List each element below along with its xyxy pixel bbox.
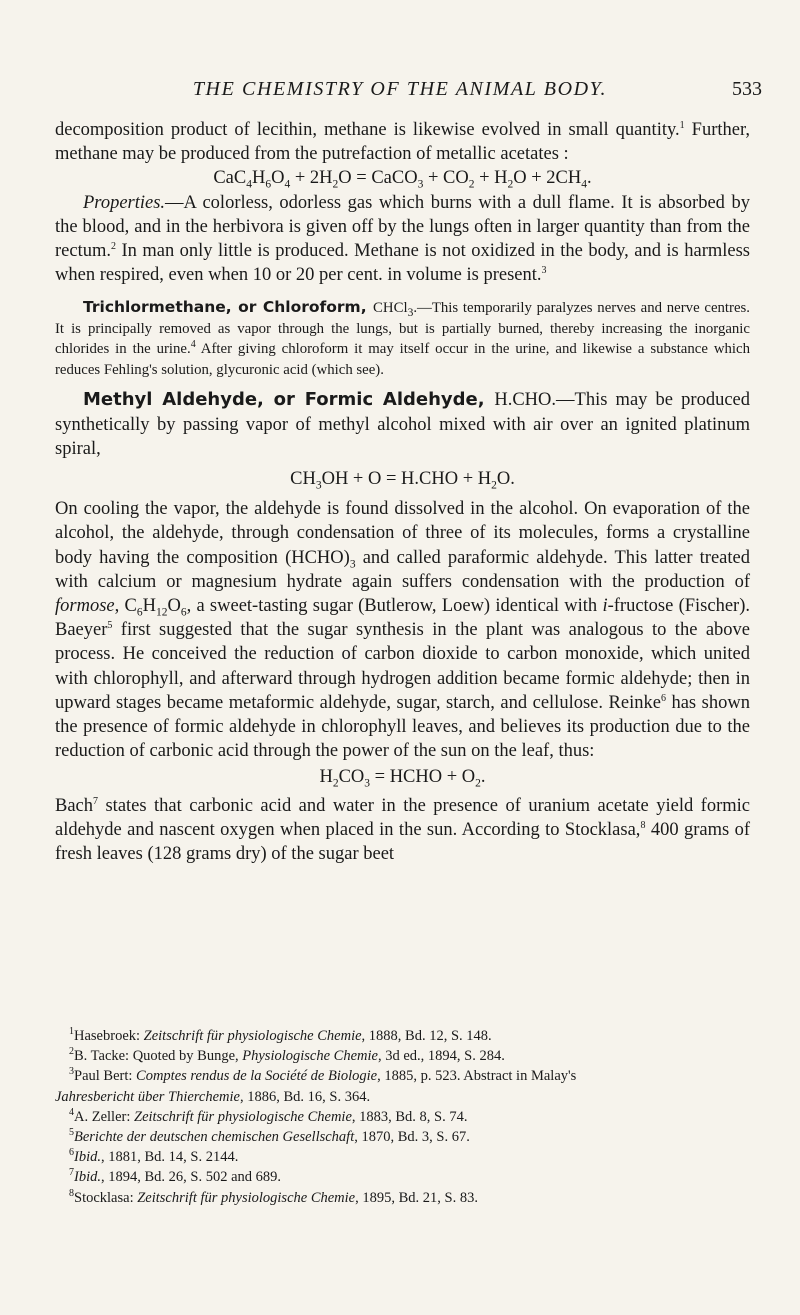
paragraph-bach: Bach$^7$ states that carbonic acid and water in the presence of uranium acetate yield formic aldehyde and nascent oxygen when placed in the sun. According to Stocklasa,$^8$ 400 grams of fresh leaves (128 grams dry) of the sugar beet — [55, 795, 751, 865]
footnote-3: $^3$Paul Bert: Comptes rendus de la Société de Biologie, 1885, p. 523. Abstract in Malay's — [69, 1066, 577, 1085]
paragraph-methyl-aldehyde: Methyl Aldehyde, or Formic Aldehyde, H.CHO.—This may be produced synthetically by passing vapor of methyl alcohol mixed with air over an ignited platinum spiral, — [55, 389, 750, 459]
footnote-5: $^5$Berichte der deutschen chemischen Gesellschaft, 1870, Bd. 3, S. 67. — [69, 1127, 470, 1146]
footnote-1: $^1$Hasebroek: Zeitschrift für physiologische Chemie, 1888, Bd. 12, S. 148. — [69, 1026, 492, 1044]
paragraph-properties: Properties.—A colorless, odorless gas which burns with a dull flame. It is absorbed by the blood, and in the herbivora is given off by the lungs often in larger quantity than from the rectum.$^2$ In man only little is produced. Methane is not oxidized in the body, and is harmless when respired, even when 10 or 20 per cent. in volume is present.$^3$ — [55, 192, 750, 286]
footnote-3-continued: Jahresbericht über Thierchemie, 1886, Bd. 16, S. 364. — [55, 1088, 371, 1105]
footnote-2: $^2$B. Tacke: Quoted by Bunge, Physiologische Chemie, 3d ed., 1894, S. 284. — [69, 1046, 505, 1065]
equation-methanol-oxidation: $CH_3OH + O = H.CHO + H_2O$. — [290, 469, 515, 492]
equation-carbonic-acid: $H_2CO_3$ = HCHO + $O_2$. — [319, 767, 486, 791]
running-head — [0, 78, 800, 106]
footnote-8: $^8$Stocklasa: Zeitschrift für physiologische Chemie, 1895, Bd. 21, S. 83. — [69, 1187, 478, 1206]
main-text — [55, 118, 750, 866]
equation-calcium-acetate: $CaC_4H_6O_4 + 2H_2O$ = CaCO$_3$ + $CO_2 + H_2O + 2CH_4$. — [213, 168, 592, 192]
footnotes — [55, 1026, 750, 1208]
paragraph-methane-intro: decomposition product of lecithin, methane is likewise evolved in small quantity.$^1$ Further, methane may be produced from the putrefaction of metallic acetates : — [55, 119, 750, 165]
running-head-title: THE CHEMISTRY OF THE ANIMAL BODY. — [192, 78, 608, 100]
page-number: 533 — [732, 78, 762, 100]
footnote-4: $^4$A. Zeller: Zeitschrift für physiologische Chemie, 1883, Bd. 8, S. 74. — [69, 1106, 468, 1125]
paragraph-chloroform: Trichlormethane, or Chloroform, CHCl$_3$.—This temporarily paralyzes nerves and nerve centres. It is principally removed as vapor through the lungs, but is partially burned, thereby increasing the inorganic chlorides in the urine.$^4$ After giving chloroform it may itself occur in the urine, and likewise a substance which reduces Fehling's solution, glycuronic acid (which see). — [55, 298, 750, 378]
footnote-7: $^7$Ibid., 1894, Bd. 26, S. 502 and 689. — [69, 1167, 282, 1186]
footnote-6: $^6$Ibid., 1881, Bd. 14, S. 2144. — [69, 1147, 239, 1166]
paragraph-paraformic: On cooling the vapor, the aldehyde is found dissolved in the alcohol. On evaporation of the alcohol, the aldehyde, through condensation of three of its molecules, forms a crystalline body having the composition $(HCHO)_3$ and called paraformic aldehyde. This latter treated with calcium or magnesium hydrate again suffers condensation with the production of formose, $C_6H_{12}O_6$, a sweet-tasting sugar (Butlerow, Loew) identical with i-fructose (Fischer). Baeyer$^5$ first suggested that the sugar synthesis in the plant was analogous to the above process. He conceived the reduction of carbon dioxide to carbon monoxide, which united with chlorophyll, and afterward through hydrogen addition became formic aldehyde; then in upward stages became metaformic aldehyde, sugar, starch, and cellulose. Reinke$^6$ has shown the presence of formic aldehyde in chlorophyll leaves, and believes its production due to the reduction of carbonic acid through the power of the sun on the leaf, thus: — [55, 499, 750, 762]
